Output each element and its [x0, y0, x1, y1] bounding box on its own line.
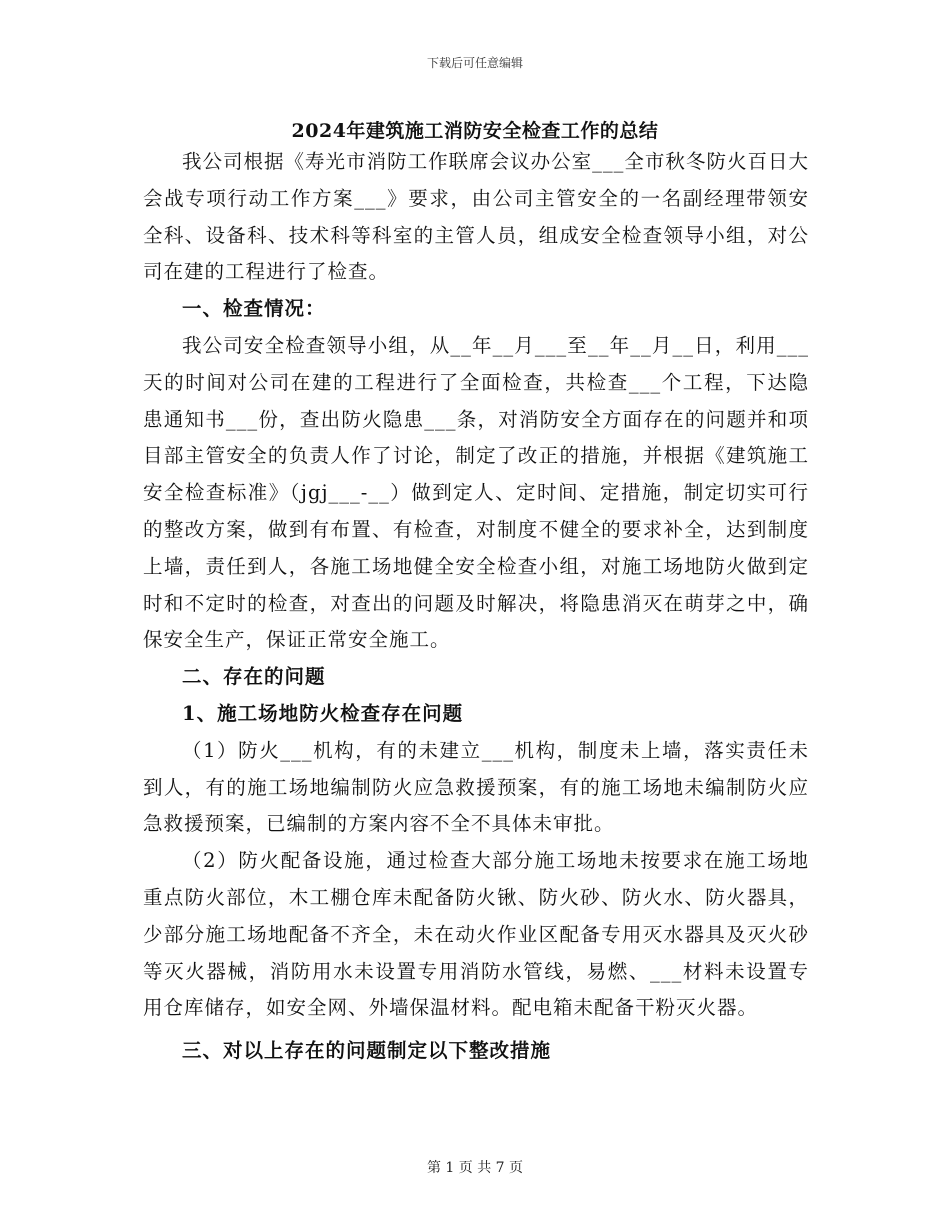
- problem-item-2: （2）防火配备设施，通过检查大部分施工场地未按要求在施工场地重点防火部位，木工棚仓库未配备防火锹、防火砂、防火水、防火器具，少部分施工场地配备不齐全，未在动火作业区配备专用灭水器具及灭火砂等灭火器械，消防用水未设置专用消防水管线，易燃、___材料未设置专用仓库储存，如安全网、外墙保温材料。配电箱未配备干粉灭火器。: [143, 849, 809, 1020]
- problem-item-1: （1）防火___机构，有的未建立___机构，制度未上墙，落实责任未到人，有的施工场地编制防火应急救援预案，有的施工场地未编制防火应急救援预案，已编制的方案内容不全不具体未审批。: [143, 738, 809, 836]
- section-heading-problems: 二、存在的问题: [182, 665, 326, 689]
- section-heading-measures: 三、对以上存在的问题制定以下整改措施: [182, 1039, 552, 1063]
- section-heading-inspection: 一、检查情况：: [182, 297, 326, 321]
- inspection-paragraph: 我公司安全检查领导小组，从__年__月___至__年__月__日，利用___天的时间对公司在建的工程进行了全面检查，共检查___个工程，下达隐患通知书___份，查出防火隐患___条，对消防安全方面存在的问题并和项目部主管安全的负责人作了讨论，制定了改正的措施，并根据《建筑施工安全检查标准》（jgj___-__）做到定人、定时间、定措施，制定切实可行的整改方案，做到有布置、有检查，对制度不健全的要求补全，达到制度上墙，责任到人，各施工场地健全安全检查小组，对施工场地防火做到定时和不定时的检查，对查出的问题及时解决，将隐患消灭在萌芽之中，确保安全生产，保证正常安全施工。: [143, 333, 809, 652]
- subheading-site-fire-problems: 1、施工场地防火检查存在问题: [182, 701, 464, 725]
- page-number: 第 1 页 共 7 页: [426, 1160, 524, 1176]
- document-body: [143, 144, 809, 1070]
- intro-paragraph: 我公司根据《寿光市消防工作联席会议办公室___全市秋冬防火百日大会战专项行动工作方案___》要求，由公司主管安全的一名副经理带领安全科、设备科、技术科等科室的主管人员，组成安全检查领导小组，对公司在建的工程进行了检查。: [143, 150, 809, 284]
- document-title: 2024年建筑施工消防安全检查工作的总结: [291, 120, 659, 142]
- header-note: 下载后可任意编辑: [426, 56, 523, 70]
